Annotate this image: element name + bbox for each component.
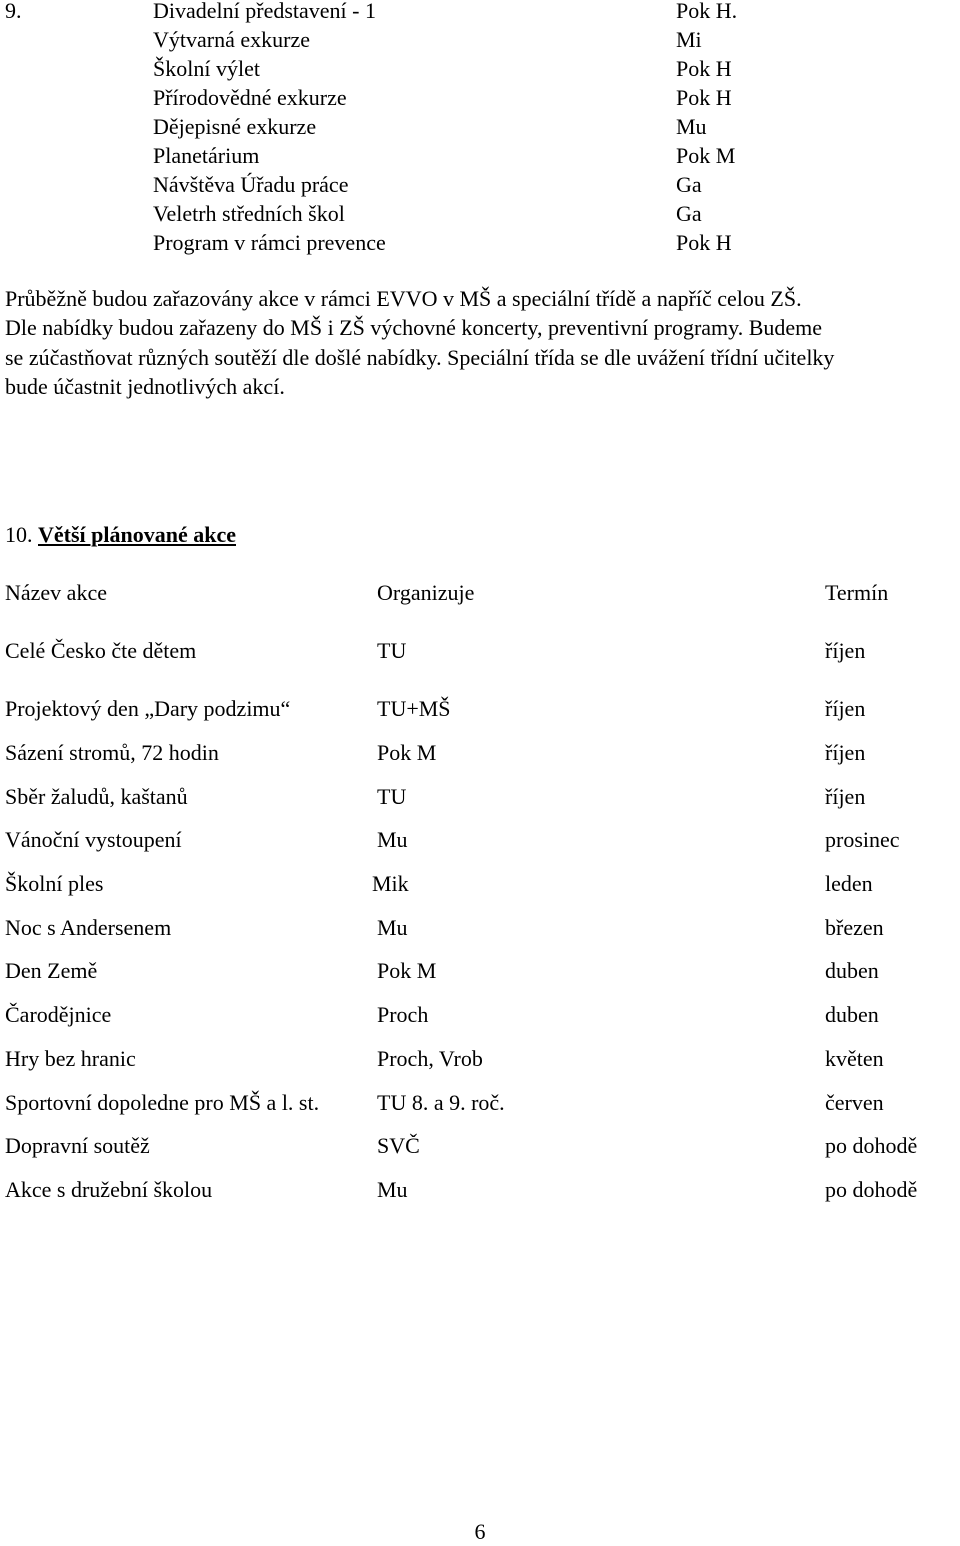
activity-organizer: Pok H xyxy=(676,56,732,81)
activity-item: Dějepisné exkurze xyxy=(153,114,317,139)
event-name: Školní ples xyxy=(5,871,104,896)
activity-organizer: Pok H xyxy=(676,230,732,255)
event-term: březen xyxy=(825,915,884,940)
activity-organizer: Pok H. xyxy=(676,0,738,23)
table-row xyxy=(0,1000,960,1029)
event-term: červen xyxy=(825,1090,884,1115)
event-term: duben xyxy=(825,958,879,983)
table-row xyxy=(0,636,960,665)
event-term: květen xyxy=(825,1046,884,1071)
header-term: Termín xyxy=(825,580,889,605)
event-term: leden xyxy=(825,871,873,896)
section-10-number: 10. xyxy=(5,522,33,547)
activity-item: Program v rámci prevence xyxy=(153,230,386,255)
event-organizer: SVČ xyxy=(377,1133,420,1158)
section-10-heading xyxy=(5,520,236,549)
event-term: říjen xyxy=(825,638,866,663)
activity-organizer: Pok H xyxy=(676,85,732,110)
table-row xyxy=(0,1175,960,1204)
section-9-paragraph xyxy=(5,284,960,402)
activity-item: Divadelní představení - 1 xyxy=(153,0,376,23)
event-organizer: TU xyxy=(377,638,407,663)
event-name: Projektový den „Dary podzimu“ xyxy=(5,696,291,721)
table-row xyxy=(0,956,960,985)
header-organizer: Organizuje xyxy=(377,580,475,605)
section-9-number: 9. xyxy=(5,0,22,23)
event-name: Sázení stromů, 72 hodin xyxy=(5,740,219,765)
activity-organizer: Ga xyxy=(676,172,702,197)
table-row xyxy=(0,782,960,811)
activity-organizer: Mu xyxy=(676,114,707,139)
activity-organizer: Pok M xyxy=(676,143,736,168)
event-name: Čarodějnice xyxy=(5,1002,112,1027)
activity-item: Výtvarná exkurze xyxy=(153,27,310,52)
event-name: Celé Česko čte dětem xyxy=(5,638,197,663)
table-row xyxy=(0,694,960,723)
header-name: Název akce xyxy=(5,580,107,605)
table-row xyxy=(0,1044,960,1073)
event-name: Akce s družební školou xyxy=(5,1177,213,1202)
activity-item: Návštěva Úřadu práce xyxy=(153,172,349,197)
event-organizer: Pok M xyxy=(377,958,437,983)
activity-item: Planetárium xyxy=(153,143,260,168)
event-name: Hry bez hranic xyxy=(5,1046,136,1071)
event-organizer: TU 8. a 9. roč. xyxy=(377,1090,505,1115)
section-10-title: Větší plánované akce xyxy=(38,522,236,547)
activity-item: Přírodovědné exkurze xyxy=(153,85,347,110)
table-row xyxy=(0,1131,960,1160)
table-row xyxy=(0,738,960,767)
event-term: prosinec xyxy=(825,827,900,852)
event-organizer: Mu xyxy=(377,827,408,852)
event-name: Den Země xyxy=(5,958,98,983)
event-name: Sběr žaludů, kaštanů xyxy=(5,784,188,809)
event-name: Vánoční vystoupení xyxy=(5,827,182,852)
table-row xyxy=(0,1088,960,1117)
event-organizer: Mu xyxy=(377,1177,408,1202)
paragraph-line: bude účastnit jednotlivých akcí. xyxy=(5,374,285,400)
event-term: říjen xyxy=(825,784,866,809)
activity-item: Veletrh středních škol xyxy=(153,201,345,226)
event-name: Noc s Andersenem xyxy=(5,915,172,940)
activity-organizer: Mi xyxy=(676,27,702,52)
event-organizer: Proch, Vrob xyxy=(377,1046,483,1071)
table-row xyxy=(0,869,960,898)
event-term: duben xyxy=(825,1002,879,1027)
event-term: po dohodě xyxy=(825,1177,918,1202)
event-term: říjen xyxy=(825,740,866,765)
event-name: Sportovní dopoledne pro MŠ a l. st. xyxy=(5,1090,320,1115)
event-organizer: TU+MŠ xyxy=(377,696,451,721)
activity-item: Školní výlet xyxy=(153,56,260,81)
paragraph-line: Dle nabídky budou zařazeny do MŠ i ZŠ výchovné koncerty, preventivní programy. Budeme xyxy=(5,315,823,341)
event-organizer: Mik xyxy=(372,871,409,896)
event-organizer: Mu xyxy=(377,915,408,940)
event-term: po dohodě xyxy=(825,1133,918,1158)
paragraph-line: Průběžně budou zařazovány akce v rámci EVVO v MŠ a speciální třídě a napříč celou ZŠ. xyxy=(5,286,802,311)
paragraph-line: se zúčastňovat různých soutěží dle došlé nabídky. Speciální třída se dle uvážení třídní učitelky xyxy=(5,344,835,370)
table-row xyxy=(0,913,960,942)
event-name: Dopravní soutěž xyxy=(5,1133,150,1158)
page-number: 6 xyxy=(474,1519,486,1544)
event-organizer: TU xyxy=(377,784,407,809)
event-organizer: Pok M xyxy=(377,740,437,765)
event-organizer: Proch xyxy=(377,1002,429,1027)
event-term: říjen xyxy=(825,696,866,721)
table-row xyxy=(0,825,960,854)
activity-organizer: Ga xyxy=(676,201,702,226)
table-header xyxy=(0,578,960,607)
